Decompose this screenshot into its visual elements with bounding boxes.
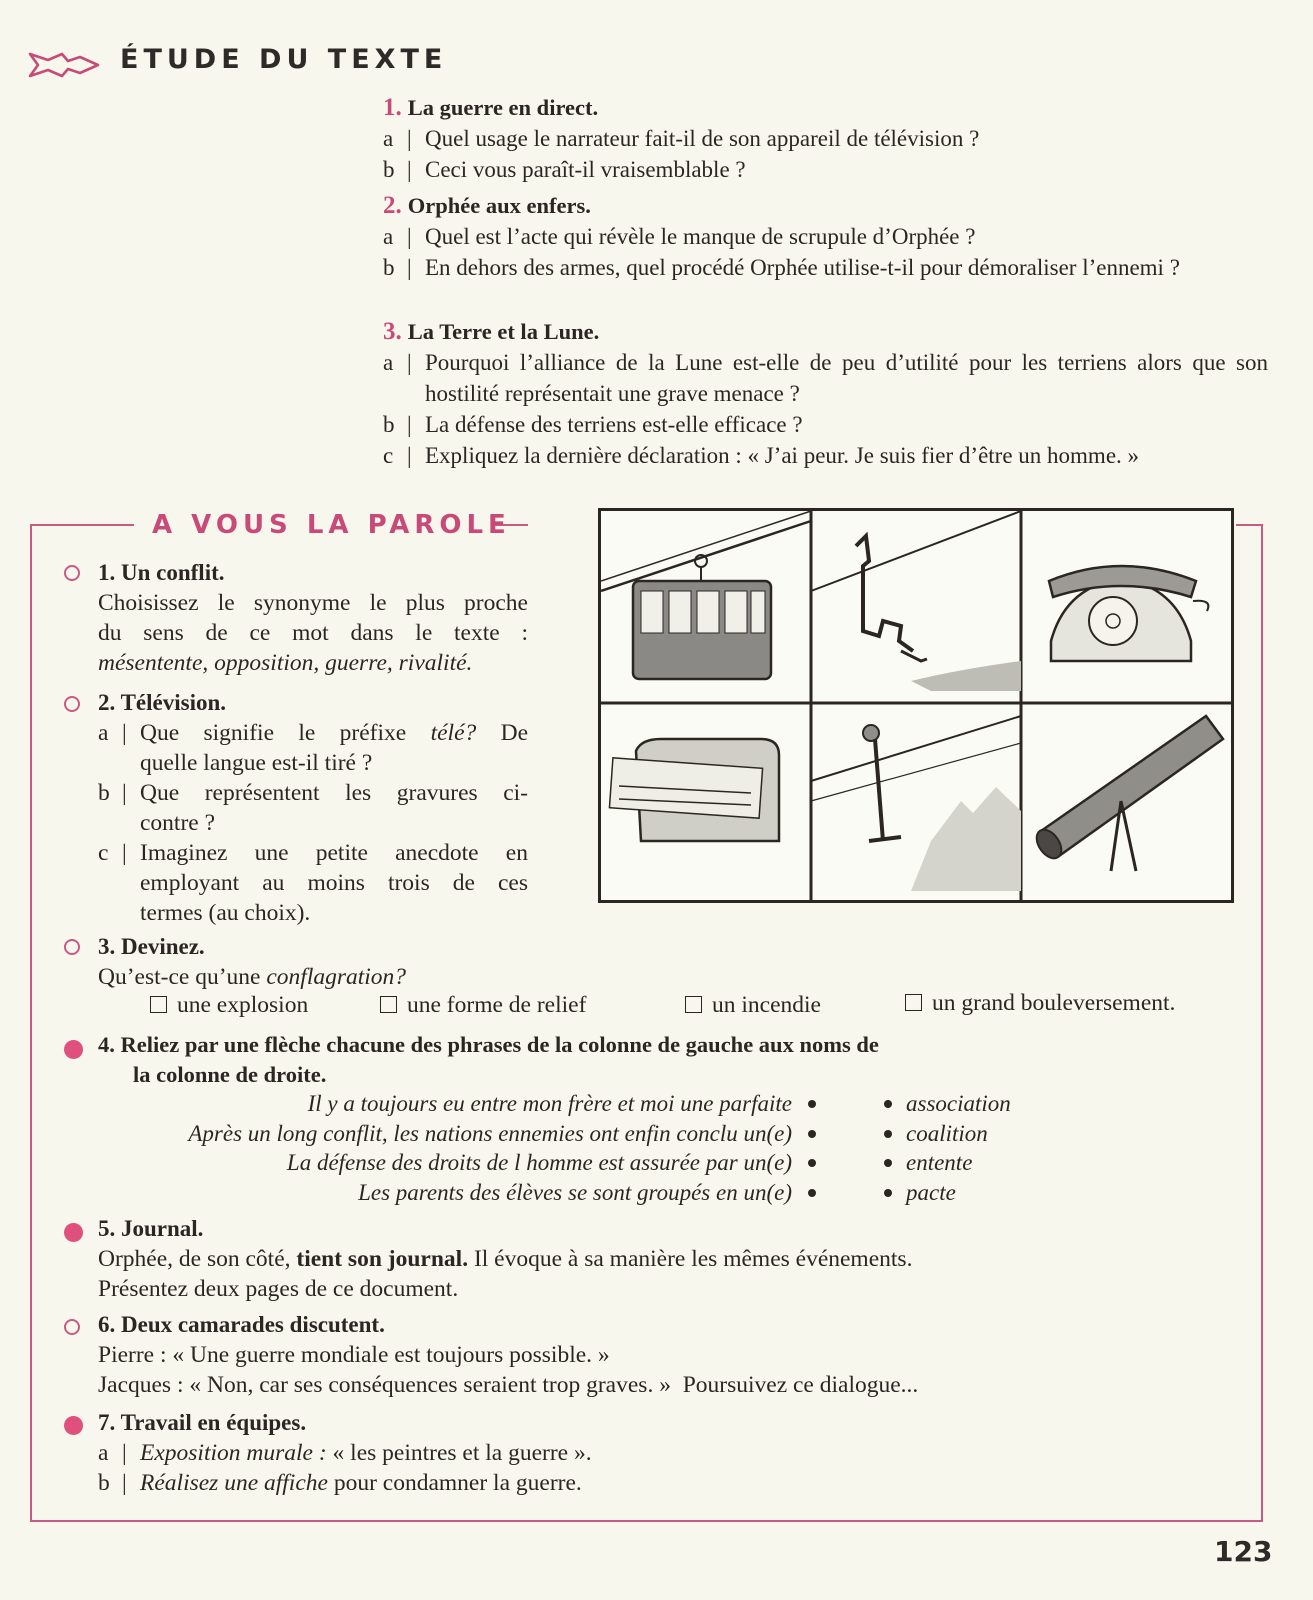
postcard-icon — [609, 739, 779, 841]
parole-item-6 — [98, 1310, 1228, 1400]
sentence: Après un long conflit, les nations ennemies ont enfin conclu un(e) — [188, 1120, 792, 1146]
text-run: « les peintres et la guerre ». — [332, 1440, 592, 1466]
question-letter: c — [383, 443, 394, 468]
item-title: 7. Travail en équipes. — [98, 1410, 307, 1435]
question-text: Quel usage le narrateur fait-il de son appareil de télévision ? — [425, 126, 980, 151]
text-run: tient son journal. — [296, 1246, 469, 1272]
item-text: quelle langue est-il tiré ? — [140, 750, 373, 776]
parole-title: A VOUS LA PAROLE — [152, 510, 511, 540]
checkbox[interactable] — [150, 996, 167, 1013]
question-text: La défense des terriens est-elle efficace ? — [425, 412, 803, 437]
question-letter: b — [98, 780, 110, 806]
question-letter: a — [383, 126, 394, 151]
item-title: 4. Reliez par une flèche chacune des phrases de la colonne de gauche aux noms de — [98, 1032, 879, 1057]
option-label: une forme de relief — [407, 992, 587, 1018]
cable-car-icon — [601, 511, 811, 679]
item-text: du sens de ce mot dans le texte : — [98, 620, 528, 646]
question-letter: a — [98, 720, 109, 746]
item-text — [140, 1438, 798, 1468]
divider: | — [122, 1440, 127, 1466]
text-run: conflagration? — [266, 964, 407, 990]
bullet-open-icon — [64, 696, 80, 712]
page-number: 123 — [1214, 1535, 1273, 1568]
divider: | — [122, 780, 127, 806]
text-run: De — [500, 720, 529, 746]
parole-item-2 — [98, 688, 528, 928]
item-text: termes (au choix). — [140, 900, 311, 926]
text-run: Réalisez une affiche — [140, 1470, 328, 1496]
divider: | — [407, 157, 412, 182]
item-text: mésentente, opposition, guerre, rivalité. — [98, 650, 473, 676]
connector-dot[interactable] — [808, 1089, 824, 1119]
frame-topline — [1236, 524, 1263, 526]
option-label: une explosion — [177, 992, 309, 1018]
item-text: Que représentent les gravures ci- — [140, 780, 528, 806]
question-text: Ceci vous paraît-il vraisemblable ? — [425, 157, 746, 182]
item-text: contre ? — [140, 810, 216, 836]
illustration-grid — [598, 508, 1234, 903]
words-column — [884, 1089, 1084, 1207]
chairlift-icon — [811, 511, 1021, 691]
bullet-filled-icon — [64, 1223, 83, 1242]
divider: | — [407, 255, 412, 280]
item-text: Choisissez le synonyme le plus proche — [98, 590, 528, 616]
question-letter: a — [98, 1440, 109, 1466]
section-title: La guerre en direct. — [407, 95, 599, 120]
option-3[interactable] — [685, 990, 821, 1020]
question-letter: b — [383, 255, 395, 280]
divider: | — [407, 443, 412, 468]
word-label: coalition — [906, 1120, 988, 1146]
etude-section-3 — [383, 316, 1268, 471]
option-label: un grand bouleversement. — [932, 990, 1176, 1016]
word-item[interactable] — [884, 1119, 1084, 1149]
text-run: Que signifie le préfixe — [140, 720, 407, 746]
checkbox[interactable] — [685, 996, 702, 1013]
connector-dot[interactable] — [808, 1119, 824, 1149]
divider: | — [122, 840, 127, 866]
text-run: Exposition murale : — [140, 1440, 327, 1466]
item-text: Pierre : « Une guerre mondiale est toujours possible. » — [98, 1342, 610, 1368]
bullet-filled-icon — [64, 1040, 83, 1059]
item-text: Présentez deux pages de ce document. — [98, 1276, 459, 1302]
divider: | — [407, 350, 412, 375]
question-letter: b — [383, 157, 395, 182]
item-text: Jacques : « Non, car ses conséquences seraient trop graves. » Poursuivez ce dialogue... — [98, 1372, 919, 1398]
question-letter: c — [98, 840, 109, 866]
sentence: La défense des droits de l homme est assurée par un(e) — [286, 1150, 792, 1175]
etude-section-2 — [383, 190, 1268, 283]
parole-item-3 — [98, 932, 1228, 992]
text-run: pour condamner la guerre. — [333, 1470, 582, 1496]
word-item[interactable] — [884, 1148, 1084, 1178]
question-text: Pourquoi l’alliance de la Lune est-elle de peu d’utilité pour les terriens alors que son hostilité représentait une grave menace ? — [425, 350, 1268, 406]
question-letter: a — [383, 224, 394, 249]
item-text: Imaginez une petite anecdote en — [140, 840, 528, 866]
etude-title: ÉTUDE DU TEXTE — [120, 44, 448, 75]
item-title: la colonne de droite. — [133, 1062, 327, 1087]
word-label: entente — [906, 1150, 973, 1175]
connector-dot[interactable] — [808, 1148, 824, 1178]
text-run: Orphée, de son côté, — [98, 1246, 291, 1272]
item-text — [98, 1244, 1198, 1274]
bullet-open-icon — [64, 1319, 80, 1335]
item-text — [140, 1468, 798, 1498]
bullet-filled-icon — [64, 1416, 83, 1435]
divider: | — [122, 1470, 127, 1496]
word-label: association — [906, 1091, 1011, 1116]
left-dots — [808, 1089, 824, 1207]
parole-item-7 — [98, 1408, 798, 1498]
etude-section-1 — [383, 92, 1268, 185]
question-text: Expliquez la dernière déclaration : « J’ai peur. Je suis fier d’être un homme. » — [425, 443, 1140, 468]
item-title: 1. Un conflit. — [98, 560, 225, 585]
text-run: Il évoque à sa manière les mêmes événements. — [473, 1246, 913, 1272]
arrow-icon — [28, 48, 104, 82]
text-run: télé? — [430, 720, 477, 746]
sentence: Les parents des élèves se sont groupés en un(e) — [358, 1179, 792, 1205]
question-letter: b — [98, 1470, 110, 1496]
connector-dot[interactable] — [808, 1178, 824, 1208]
section-number: 3. — [383, 318, 402, 345]
word-item[interactable] — [884, 1178, 1084, 1208]
frame-topline — [30, 524, 134, 526]
option-label: un incendie — [712, 992, 821, 1018]
divider: | — [407, 126, 412, 151]
option-1[interactable] — [150, 990, 308, 1020]
section-title: La Terre et la Lune. — [407, 319, 600, 344]
item-title: 5. Journal. — [98, 1216, 204, 1241]
bullet-open-icon — [64, 565, 80, 581]
sentence: Il y a toujours eu entre mon frère et moi une parfaite — [307, 1091, 792, 1116]
illustration-panels — [601, 511, 1231, 900]
divider: | — [122, 720, 127, 746]
item-title: 3. Devinez. — [98, 934, 205, 959]
checkbox[interactable] — [380, 996, 397, 1013]
item-title: 2. Télévision. — [98, 690, 227, 715]
question-letter: a — [383, 350, 394, 375]
word-item[interactable] — [884, 1089, 1084, 1119]
question-letter: b — [383, 412, 395, 437]
bullet-open-icon — [64, 939, 80, 955]
section-number: 1. — [383, 94, 402, 121]
word-label: pacte — [906, 1179, 956, 1205]
parole-item-4 — [98, 1030, 1048, 1090]
section-title: Orphée aux enfers. — [407, 193, 591, 218]
item-text: employant au moins trois de ces — [140, 870, 528, 896]
text-run: Qu’est-ce qu’une — [98, 964, 261, 990]
item-text — [140, 718, 528, 748]
question-text: Quel est l’acte qui révèle le manque de scrupule d’Orphée ? — [425, 224, 976, 249]
telescope-icon — [1032, 716, 1223, 871]
section-number: 2. — [383, 192, 402, 219]
ski-lift-icon — [811, 716, 1021, 891]
telephone-icon — [1049, 566, 1208, 661]
checkbox[interactable] — [905, 994, 922, 1011]
divider: | — [407, 224, 412, 249]
option-2[interactable] — [380, 990, 586, 1020]
parole-item-5 — [98, 1214, 1198, 1304]
option-4[interactable] — [905, 988, 1175, 1018]
sentences-column — [92, 1089, 792, 1207]
item-title: 6. Deux camarades discutent. — [98, 1312, 385, 1337]
parole-item-1 — [98, 558, 528, 678]
divider: | — [407, 412, 412, 437]
question-text: En dehors des armes, quel procédé Orphée utilise-t-il pour démoraliser l’ennemi ? — [425, 255, 1180, 280]
